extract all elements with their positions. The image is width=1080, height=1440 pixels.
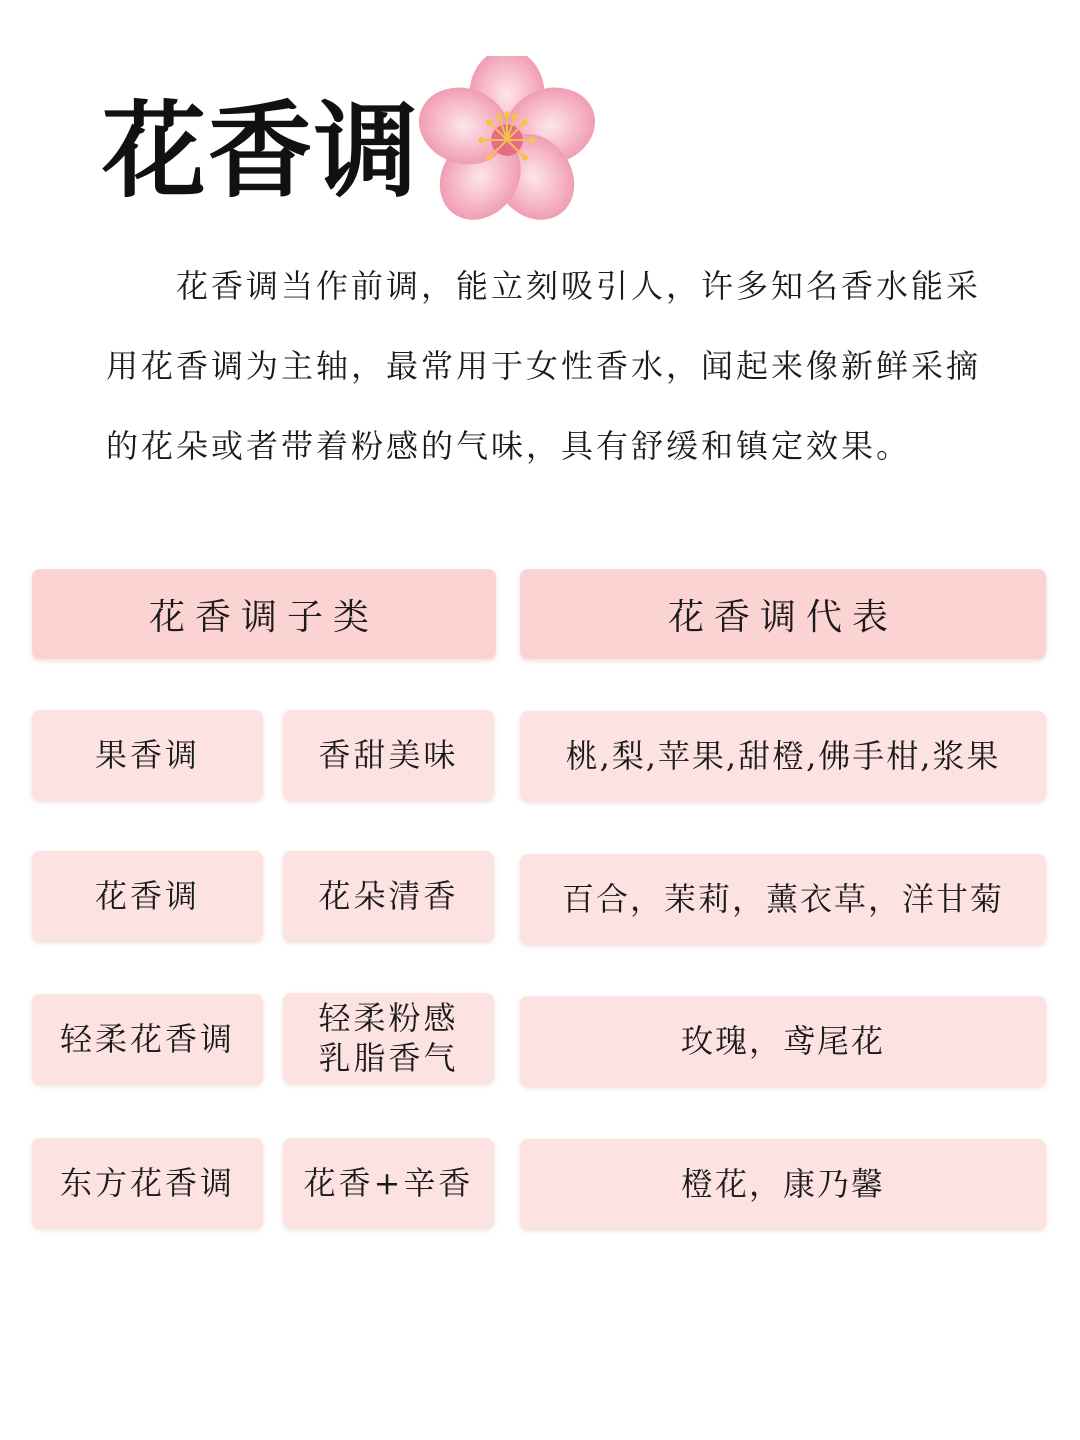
row-2-reps-label: 百合，茉莉，薰衣草，洋甘菊 (561, 880, 1004, 918)
row-3-desc-line-1: 轻柔粉感 (318, 999, 459, 1037)
row-3-desc (283, 993, 494, 1083)
header-representatives (520, 569, 1046, 659)
row-4-reps (520, 1139, 1046, 1229)
row-1-desc (283, 710, 494, 800)
row-2-type-label: 花香调 (94, 877, 200, 915)
intro-paragraph (106, 246, 986, 486)
row-4-desc-label: 花香+辛香 (303, 1164, 474, 1202)
intro-line-1: 花香调当作前调，能立刻吸引人，许多知名香水能采 (176, 267, 982, 305)
row-2-desc-label: 花朵清香 (318, 877, 459, 915)
row-1-type (32, 710, 263, 800)
page-title: 花香调 (102, 90, 421, 212)
cherry-blossom-icon (418, 56, 596, 228)
row-3-reps (520, 996, 1046, 1086)
row-1-type-label: 果香调 (94, 736, 200, 774)
header-subtypes-label: 花香调子类 (148, 596, 379, 638)
row-4-type-label: 东方花香调 (59, 1164, 235, 1202)
row-1-reps-label: 桃,梨,苹果,甜橙,佛手柑,浆果 (565, 737, 1001, 775)
row-3-type (32, 994, 263, 1084)
row-3-desc-line-2: 乳脂香气 (318, 1039, 459, 1077)
row-2-type (32, 851, 263, 941)
intro-line-3: 的花朵或者带着粉感的气味，具有舒缓和镇定效果。 (106, 427, 912, 465)
row-1-desc-label: 香甜美味 (318, 736, 459, 774)
row-2-reps (520, 854, 1046, 944)
row-4-reps-label: 橙花，康乃馨 (680, 1165, 885, 1203)
header-representatives-label: 花香调代表 (667, 596, 898, 638)
row-1-reps (520, 711, 1046, 801)
row-3-type-label: 轻柔花香调 (59, 1020, 235, 1058)
row-3-reps-label: 玫瑰，鸢尾花 (680, 1022, 885, 1060)
row-4-type (32, 1138, 263, 1228)
intro-line-2: 用花香调为主轴，最常用于女性香水，闻起来像新鲜采摘 (106, 347, 982, 385)
header-subtypes (32, 569, 496, 659)
row-2-desc (283, 851, 494, 941)
row-4-desc (283, 1138, 494, 1228)
